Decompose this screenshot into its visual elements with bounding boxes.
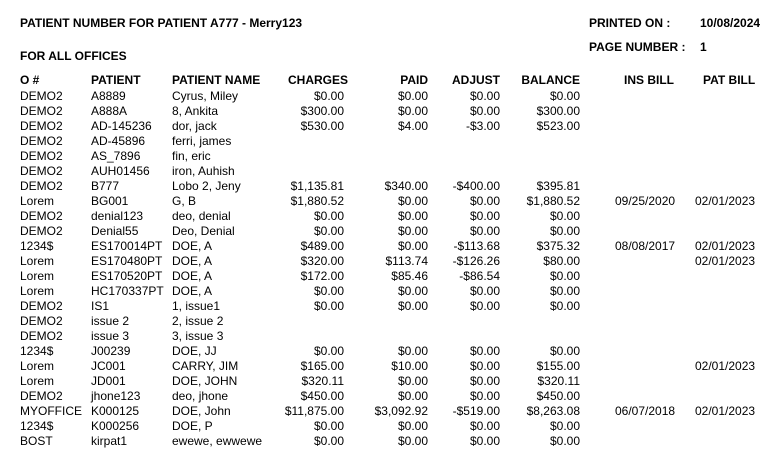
cell-office: DEMO2	[20, 329, 63, 343]
cell-adjust: $0.00	[469, 434, 500, 448]
cell-patient-name: 1, issue1	[172, 299, 221, 313]
cell-patient-name: Lobo 2, Jeny	[172, 179, 241, 193]
cell-ins-bill: 08/08/2017	[615, 239, 676, 253]
cell-adjust: -$126.26	[452, 254, 500, 268]
col-header-paid: PAID	[400, 73, 428, 87]
cell-paid: $340.00	[384, 179, 428, 193]
cell-patient: HC170337PT	[91, 284, 164, 298]
cell-paid: $0.00	[397, 239, 428, 253]
cell-adjust: -$86.54	[459, 269, 500, 283]
cell-patient: BG001	[91, 194, 129, 208]
cell-patient: ES170520PT	[91, 269, 163, 283]
cell-balance: $0.00	[549, 89, 580, 103]
cell-adjust: $0.00	[469, 359, 500, 373]
cell-adjust: $0.00	[469, 344, 500, 358]
cell-adjust: $0.00	[469, 284, 500, 298]
cell-office: DEMO2	[20, 299, 63, 313]
table-row	[0, 404, 784, 419]
cell-ins-bill: 06/07/2018	[615, 404, 676, 418]
cell-balance: $0.00	[549, 419, 580, 433]
col-header-ins-bill: INS BILL	[624, 73, 674, 87]
table-row	[0, 389, 784, 404]
cell-balance: $523.00	[536, 119, 580, 133]
cell-balance: $155.00	[536, 359, 580, 373]
cell-charges: $0.00	[313, 434, 344, 448]
cell-office: DEMO2	[20, 134, 63, 148]
cell-paid: $0.00	[397, 209, 428, 223]
cell-patient: K000256	[91, 419, 140, 433]
table-row	[0, 329, 784, 344]
cell-paid: $0.00	[397, 194, 428, 208]
col-header-patient-name: PATIENT NAME	[172, 73, 261, 87]
cell-balance: $375.32	[536, 239, 580, 253]
cell-balance: $300.00	[536, 104, 580, 118]
table-row	[0, 434, 784, 449]
cell-patient-name: DOE, JJ	[172, 344, 217, 358]
cell-charges: $0.00	[313, 89, 344, 103]
cell-office: Lorem	[20, 284, 55, 298]
cell-pat-bill: 02/01/2023	[695, 239, 756, 253]
cell-patient-name: dor, jack	[172, 119, 217, 133]
cell-adjust: -$400.00	[452, 179, 500, 193]
cell-paid: $0.00	[397, 434, 428, 448]
report-subtitle: FOR ALL OFFICES	[20, 49, 127, 63]
cell-patient-name: Deo, Denial	[172, 224, 235, 238]
cell-office: MYOFFICE	[20, 404, 82, 418]
table-row	[0, 179, 784, 194]
table-row	[0, 224, 784, 239]
cell-patient: kirpat1	[91, 434, 128, 448]
cell-adjust: $0.00	[469, 224, 500, 238]
cell-patient-name: ferri, james	[172, 134, 232, 148]
cell-adjust: -$519.00	[452, 404, 500, 418]
cell-adjust: $0.00	[469, 104, 500, 118]
cell-office: Lorem	[20, 374, 55, 388]
cell-paid: $113.74	[385, 254, 428, 268]
cell-office: 1234$	[20, 419, 54, 433]
table-row	[0, 194, 784, 209]
cell-charges: $11,875.00	[284, 404, 344, 418]
page-number-value: 1	[700, 40, 707, 54]
table-row	[0, 119, 784, 134]
cell-charges: $1,135.81	[290, 179, 344, 193]
cell-patient-name: 8, Ankita	[172, 104, 219, 118]
cell-charges: $530.00	[300, 119, 344, 133]
cell-paid: $0.00	[397, 224, 428, 238]
cell-charges: $0.00	[313, 419, 344, 433]
cell-ins-bill: 09/25/2020	[615, 194, 676, 208]
cell-patient: IS1	[91, 299, 110, 313]
cell-patient: issue 2	[91, 314, 130, 328]
cell-patient-name: 3, issue 3	[172, 329, 224, 343]
cell-patient-name: deo, denial	[172, 209, 231, 223]
cell-paid: $0.00	[397, 104, 428, 118]
cell-patient: jhone123	[91, 389, 141, 403]
cell-patient: ES170014PT	[91, 239, 163, 253]
table-row	[0, 89, 784, 104]
cell-paid: $0.00	[397, 284, 428, 298]
table-row	[0, 269, 784, 284]
cell-charges: $165.00	[300, 359, 344, 373]
cell-charges: $300.00	[300, 104, 344, 118]
cell-patient: AD-145236	[91, 119, 152, 133]
cell-charges: $0.00	[313, 344, 344, 358]
table-row	[0, 344, 784, 359]
cell-paid: $0.00	[397, 299, 428, 313]
cell-adjust: $0.00	[469, 194, 500, 208]
cell-paid: $85.46	[391, 269, 428, 283]
cell-paid: $0.00	[397, 419, 428, 433]
cell-office: DEMO2	[20, 389, 63, 403]
cell-balance: $320.11	[537, 374, 580, 388]
cell-balance: $0.00	[549, 269, 580, 283]
cell-office: DEMO2	[20, 209, 63, 223]
cell-office: Lorem	[20, 269, 55, 283]
col-header-office: O #	[20, 73, 40, 87]
cell-office: DEMO2	[20, 314, 63, 328]
cell-office: DEMO2	[20, 119, 63, 133]
cell-charges: $1,880.52	[290, 194, 344, 208]
cell-balance: $395.81	[536, 179, 580, 193]
cell-patient-name: deo, jhone	[172, 389, 229, 403]
cell-patient: issue 3	[91, 329, 130, 343]
cell-patient: AS_7896	[91, 149, 141, 163]
cell-paid: $0.00	[397, 374, 428, 388]
cell-balance: $1,880.52	[526, 194, 580, 208]
cell-office: Lorem	[20, 359, 55, 373]
cell-paid: $0.00	[397, 89, 428, 103]
cell-patient: ES170480PT	[91, 254, 163, 268]
cell-patient-name: iron, Auhish	[172, 164, 235, 178]
cell-charges: $0.00	[313, 224, 344, 238]
cell-charges: $0.00	[313, 299, 344, 313]
cell-balance: $8,263.08	[526, 404, 580, 418]
cell-office: 1234$	[20, 344, 54, 358]
cell-patient-name: DOE, A	[172, 269, 213, 283]
cell-pat-bill: 02/01/2023	[695, 359, 756, 373]
page-number-label: PAGE NUMBER :	[589, 40, 686, 54]
col-header-pat-bill: PAT BILL	[703, 73, 756, 87]
cell-paid: $0.00	[397, 389, 428, 403]
cell-patient: JC001	[91, 359, 126, 373]
cell-office: DEMO2	[20, 149, 63, 163]
cell-adjust: $0.00	[469, 209, 500, 223]
cell-balance: $0.00	[549, 209, 580, 223]
cell-patient: K000125	[91, 404, 140, 418]
cell-paid: $3,092.92	[374, 404, 428, 418]
col-header-charges: CHARGES	[287, 73, 348, 87]
cell-office: DEMO2	[20, 164, 63, 178]
table-row	[0, 209, 784, 224]
cell-paid: $10.00	[391, 359, 428, 373]
cell-patient-name: DOE, John	[172, 404, 231, 418]
cell-office: Lorem	[20, 254, 55, 268]
cell-patient: Denial55	[91, 224, 139, 238]
cell-balance: $0.00	[549, 299, 580, 313]
cell-pat-bill: 02/01/2023	[695, 254, 756, 268]
cell-office: DEMO2	[20, 89, 63, 103]
cell-charges: $450.00	[300, 389, 344, 403]
cell-charges: $172.00	[300, 269, 344, 283]
cell-balance: $0.00	[549, 434, 580, 448]
cell-patient-name: DOE, A	[172, 284, 213, 298]
table-row	[0, 134, 784, 149]
cell-adjust: -$3.00	[465, 119, 500, 133]
cell-charges: $489.00	[300, 239, 344, 253]
cell-adjust: $0.00	[469, 299, 500, 313]
cell-office: DEMO2	[20, 179, 63, 193]
cell-charges: $0.00	[313, 284, 344, 298]
cell-charges: $320.11	[301, 374, 344, 388]
printed-on-value: 10/08/2024	[700, 16, 761, 30]
cell-patient: J00239	[91, 344, 131, 358]
cell-adjust: $0.00	[469, 374, 500, 388]
cell-patient: denial123	[91, 209, 144, 223]
cell-adjust: $0.00	[469, 389, 500, 403]
table-row	[0, 104, 784, 119]
table-row	[0, 149, 784, 164]
cell-patient-name: ewewe, ewwewe	[172, 434, 263, 448]
cell-balance: $80.00	[543, 254, 580, 268]
cell-patient-name: G, B	[172, 194, 197, 208]
cell-patient-name: fin, eric	[172, 149, 211, 163]
cell-adjust: -$113.68	[453, 239, 500, 253]
cell-office: Lorem	[20, 194, 55, 208]
cell-balance: $0.00	[549, 224, 580, 238]
table-row	[0, 284, 784, 299]
cell-pat-bill: 02/01/2023	[695, 404, 756, 418]
cell-adjust: $0.00	[469, 419, 500, 433]
cell-patient-name: DOE, A	[172, 254, 213, 268]
table-row	[0, 239, 784, 254]
cell-patient: JD001	[91, 374, 126, 388]
cell-patient-name: DOE, JOHN	[172, 374, 238, 388]
cell-patient-name: CARRY, JIM	[172, 359, 239, 373]
cell-office: 1234$	[20, 239, 54, 253]
printed-on-label: PRINTED ON :	[589, 16, 671, 30]
col-header-adjust: ADJUST	[451, 73, 500, 87]
cell-paid: $4.00	[397, 119, 428, 133]
cell-patient-name: 2, issue 2	[172, 314, 224, 328]
cell-patient: A888A	[91, 104, 128, 118]
cell-patient: AD-45896	[91, 134, 146, 148]
cell-charges: $0.00	[313, 209, 344, 223]
table-row	[0, 374, 784, 389]
report-table-body	[0, 89, 784, 449]
cell-office: DEMO2	[20, 224, 63, 238]
table-row	[0, 299, 784, 314]
cell-balance: $0.00	[549, 284, 580, 298]
col-header-patient: PATIENT	[91, 73, 141, 87]
cell-balance: $450.00	[536, 389, 580, 403]
cell-office: DEMO2	[20, 104, 63, 118]
col-header-balance: BALANCE	[521, 73, 580, 87]
cell-pat-bill: 02/01/2023	[695, 194, 756, 208]
cell-paid: $0.00	[397, 344, 428, 358]
cell-patient-name: Cyrus, Miley	[172, 89, 239, 103]
report-title: PATIENT NUMBER FOR PATIENT A777 - Merry123	[20, 16, 303, 30]
cell-patient: AUH01456	[91, 164, 150, 178]
cell-patient: A8889	[91, 89, 126, 103]
cell-office: BOST	[20, 434, 53, 448]
cell-balance: $0.00	[549, 344, 580, 358]
table-row	[0, 254, 784, 269]
cell-patient: B777	[91, 179, 120, 193]
cell-patient-name: DOE, A	[172, 239, 213, 253]
cell-adjust: $0.00	[469, 89, 500, 103]
cell-patient-name: DOE, P	[172, 419, 213, 433]
cell-charges: $320.00	[300, 254, 344, 268]
table-row	[0, 419, 784, 434]
table-row	[0, 314, 784, 329]
table-row	[0, 359, 784, 374]
table-row	[0, 164, 784, 179]
